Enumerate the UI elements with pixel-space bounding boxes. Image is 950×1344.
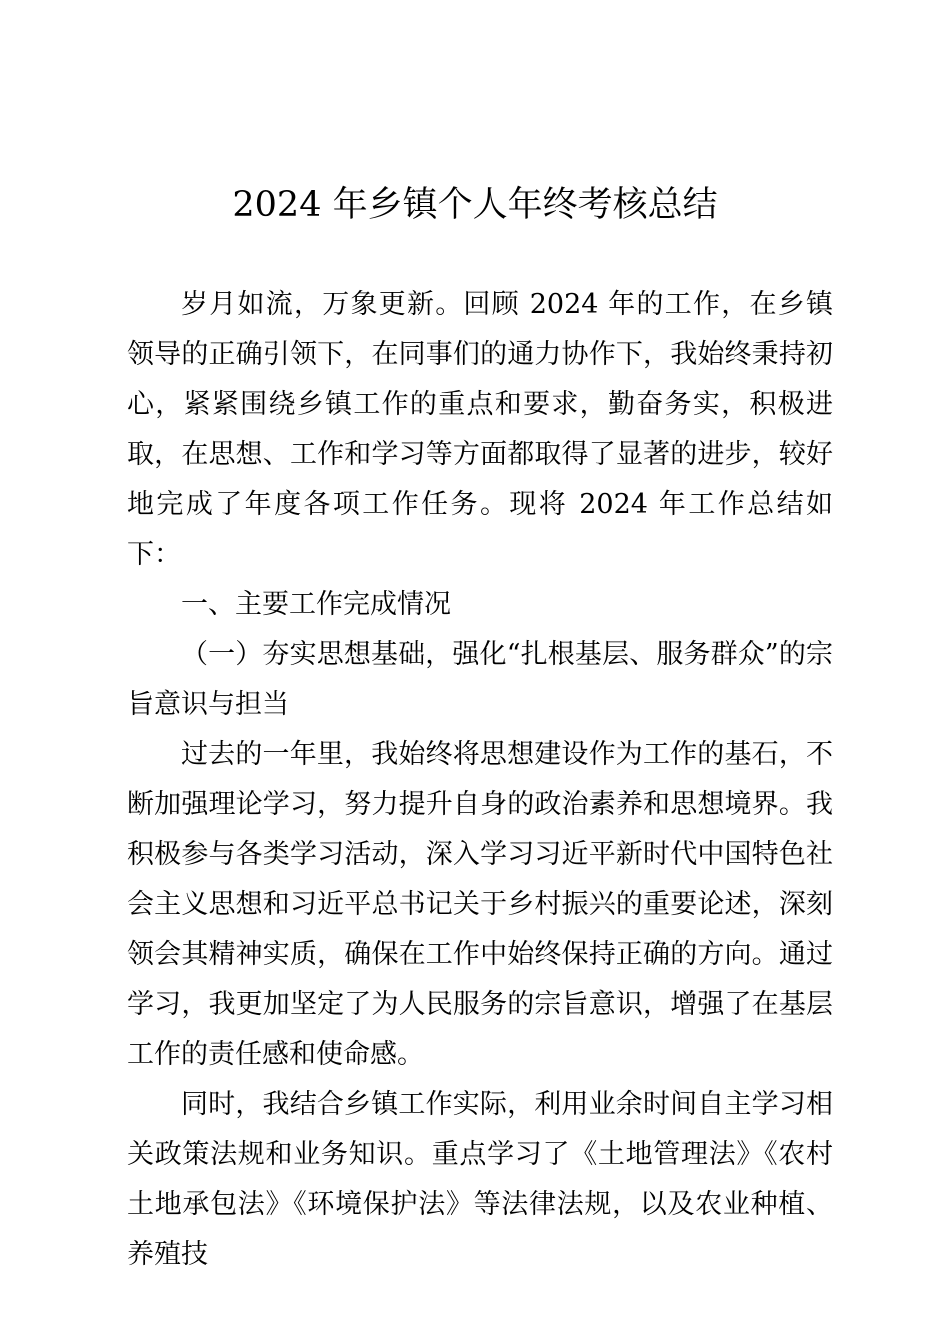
section-heading: 一、主要工作完成情况 (181, 589, 451, 620)
intro-paragraph: 岁月如流，万象更新。回顾 2024 年的工作，在乡镇领导的正确引领下，在同事们的通力协作下，我始终秉持初心，紧紧围绕乡镇工作的重点和要求，勤奋务实，积极进取，在思想、工作和学习等方面都取得了显著的进步，较好地完成了年度各项工作任务。现将 2024 年工作总结如下： (127, 289, 833, 570)
body-paragraph: 过去的一年里，我始终将思想建设作为工作的基石，不断加强理论学习，努力提升自身的政治素养和思想境界。我积极参与各类学习活动，深入学习习近平新时代中国特色社会主义思想和习近平总书记关于乡村振兴的重要论述，深刻领会其精神实质，确保在工作中始终保持正确的方向。通过学习，我更加坚定了为人民服务的宗旨意识，增强了在基层工作的责任感和使命感。 (127, 739, 833, 1070)
subsection-heading: （一）夯实思想基础，强化“扎根基层、服务群众”的宗旨意识与担当 (127, 639, 833, 720)
body-paragraph: 同时，我结合乡镇工作实际，利用业余时间自主学习相关政策法规和业务知识。重点学习了《土地管理法》《农村土地承包法》《环境保护法》等法律法规，以及农业种植、养殖技 (127, 1089, 833, 1270)
document-body (127, 280, 833, 1280)
document-title: 2024 年乡镇个人年终考核总结 (232, 185, 718, 225)
